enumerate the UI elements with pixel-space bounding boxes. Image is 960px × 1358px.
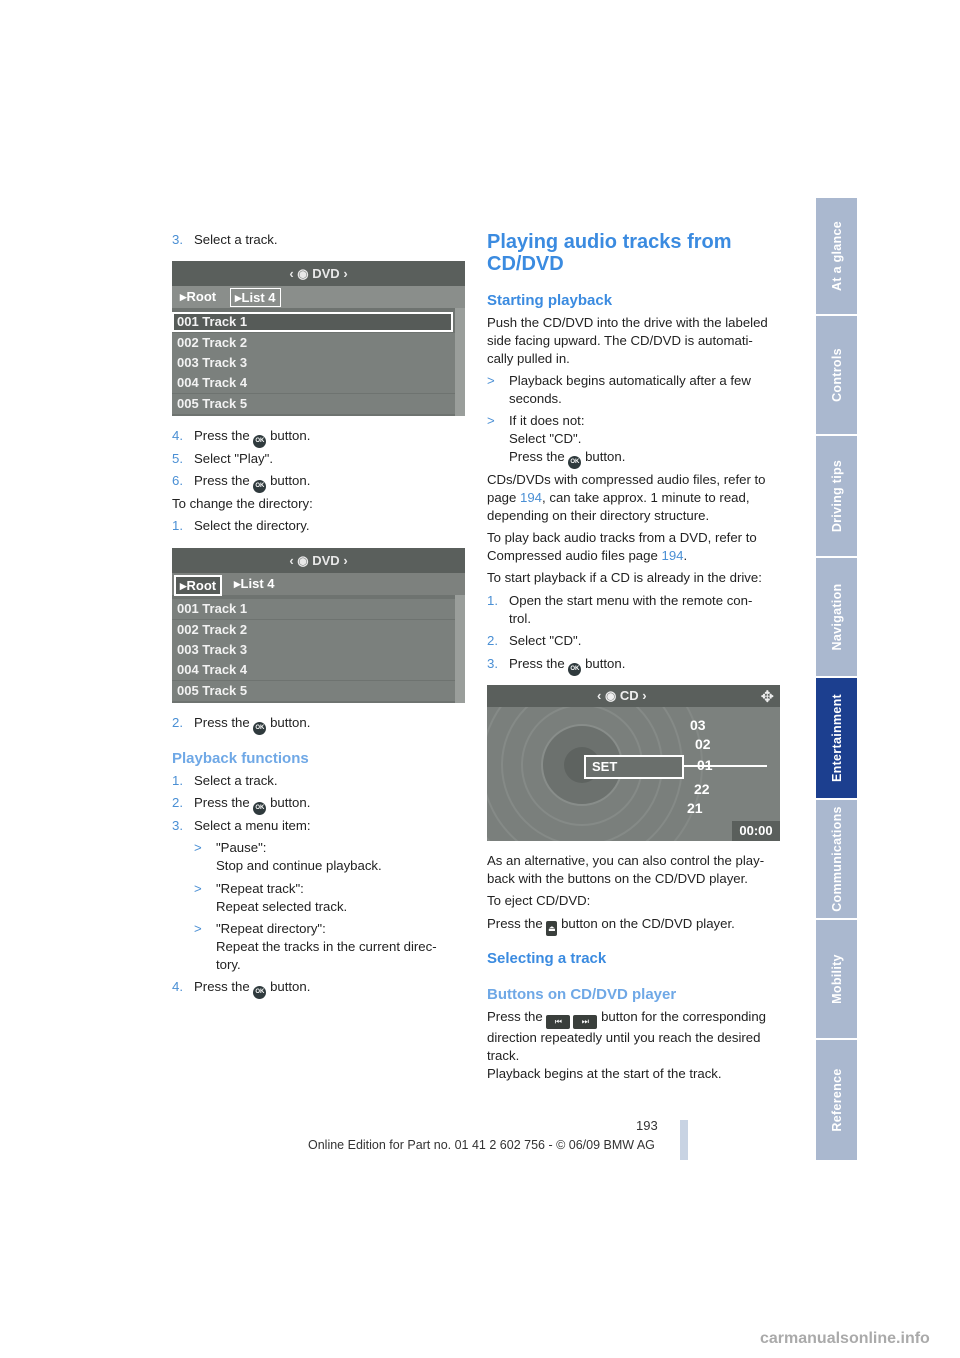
list-chip[interactable]: ▸List 4	[230, 288, 281, 307]
directory-bar	[172, 573, 465, 595]
step-6: 6. Press the OK button.	[172, 472, 310, 493]
ok-button-icon: OK	[253, 722, 266, 735]
ok-button-icon: OK	[568, 663, 581, 676]
paragraph-dvd-audio: To play back audio tracks from a DVD, refer to Compressed audio files page 194.	[487, 530, 757, 563]
paragraph-alternative: As an alternative, you can also control the play- back with the buttons on the CD/DVD player.	[487, 853, 765, 886]
buttons-heading: Buttons on CD/DVD player	[487, 986, 677, 1003]
cd-step-2: 2. Select "CD".	[487, 633, 582, 648]
dvd-screen-track-select	[172, 261, 465, 416]
menu-item-pause: > "Pause": Stop and continue playback.	[194, 840, 382, 873]
tab-controls[interactable]: Controls	[816, 316, 857, 436]
step-3: 3. Select a track.	[172, 232, 278, 247]
list-chip[interactable]: ▸List 4	[234, 576, 275, 591]
watermark: carmanualsonline.info	[760, 1330, 930, 1347]
page-link[interactable]: 194	[520, 490, 543, 505]
root-chip[interactable]: ▸Root	[174, 575, 222, 596]
bullet-icon: >	[194, 840, 202, 855]
scroll-arc	[455, 595, 465, 703]
tab-at-a-glance[interactable]: At a glance	[816, 198, 857, 316]
dir-step-2: 2. Press the OK button.	[172, 714, 310, 735]
bullet-icon: >	[194, 921, 202, 936]
track-row[interactable]: 002 Track 2	[172, 333, 465, 353]
selecting-track-heading: Selecting a track	[487, 950, 607, 967]
track-row[interactable]: 005 Track 5	[172, 394, 465, 414]
page-link[interactable]: 194	[661, 548, 684, 563]
page-marker	[680, 1120, 688, 1160]
ok-button-icon: OK	[253, 986, 266, 999]
track-row[interactable]: 004 Track 4	[172, 373, 465, 393]
track-number[interactable]: 22	[694, 781, 710, 797]
tab-reference[interactable]: Reference	[816, 1040, 857, 1162]
ok-button-icon: OK	[253, 802, 266, 815]
track-row[interactable]: 002 Track 2	[172, 620, 465, 640]
navigation-arrows-icon: ✥	[760, 689, 774, 706]
paragraph-cd-in-drive: To start playback if a CD is already in the drive:	[487, 570, 762, 585]
play-step-2: 2. Press the OK button.	[172, 794, 310, 815]
track-number[interactable]: 02	[695, 736, 711, 752]
eject-label: To eject CD/DVD:	[487, 893, 591, 908]
next-track-icon: ⏭	[573, 1015, 597, 1029]
ok-button-icon: OK	[253, 435, 266, 448]
track-row[interactable]: 003 Track 3	[172, 353, 465, 373]
eject-instruction: Press the ⏏ button on the CD/DVD player.	[487, 915, 735, 936]
track-row[interactable]: 001 Track 1	[172, 599, 465, 619]
cd-step-3: 3. Press the OK button.	[487, 655, 625, 676]
screen-title: ‹ ◉ DVD ›	[172, 261, 465, 286]
play-step-1: 1. Select a track.	[172, 773, 278, 788]
root-chip[interactable]: ▸Root	[180, 289, 217, 304]
cd-step-1: 1. Open the start menu with the remote con- trol.	[487, 593, 753, 626]
track-number[interactable]: 01	[697, 757, 713, 773]
set-button[interactable]: SET	[584, 755, 684, 779]
cd-screen	[487, 685, 780, 841]
playback-functions-heading: Playback functions	[172, 750, 309, 767]
step-5: 5. Select "Play".	[172, 451, 273, 466]
tab-driving-tips[interactable]: Driving tips	[816, 436, 857, 558]
elapsed-time: 00:00	[732, 821, 780, 841]
track-row[interactable]: 004 Track 4	[172, 660, 465, 680]
scroll-arc	[455, 308, 465, 416]
track-row[interactable]: 003 Track 3	[172, 640, 465, 660]
cd-title: ‹ ◉ CD ›	[597, 688, 647, 703]
screen-title: ‹ ◉ DVD ›	[172, 548, 465, 573]
dvd-screen-directory-select	[172, 548, 465, 703]
paragraph-insert-disc: Push the CD/DVD into the drive with the labeled side facing upward. The CD/DVD is automati- cally pulled in.	[487, 315, 768, 366]
bullet-icon: >	[194, 881, 202, 896]
play-step-3: 3. Select a menu item:	[172, 818, 311, 833]
selection-line	[682, 765, 767, 767]
edition-footer: Online Edition for Part no. 01 41 2 602 756 - © 06/09 BMW AG	[308, 1138, 655, 1152]
track-number[interactable]: 21	[687, 800, 703, 816]
paragraph-compressed: CDs/DVDs with compressed audio files, refer to page 194, can take approx. 1 minute to read, depending on their directory structure.	[487, 472, 766, 523]
starting-playback-heading: Starting playback	[487, 292, 613, 309]
directory-bar	[172, 286, 465, 308]
change-directory-text: To change the directory:	[172, 496, 313, 511]
track-number[interactable]: 03	[690, 717, 706, 733]
bullet-if-not: > If it does not: Select "CD". Press the OK button.	[487, 412, 625, 469]
bullet-icon: >	[487, 373, 495, 388]
paragraph-track-buttons: Press the ⏮ ⏭ button for the corresponding direction repeatedly until you reach the desired track. Playback begins at the start of the track.	[487, 1009, 767, 1081]
tab-communications[interactable]: Communications	[816, 800, 857, 920]
dir-step-1: 1. Select the directory.	[172, 518, 310, 533]
previous-track-icon: ⏮	[546, 1015, 570, 1029]
menu-item-repeat-track: > "Repeat track": Repeat selected track.	[194, 881, 348, 914]
page-number: 193	[636, 1118, 658, 1133]
tab-mobility[interactable]: Mobility	[816, 920, 857, 1040]
section-heading: Playing audio tracks from CD/DVD	[487, 231, 732, 275]
track-row[interactable]: 001 Track 1	[172, 312, 453, 332]
menu-item-repeat-directory: > "Repeat directory": Repeat the tracks in the current direc- tory.	[194, 921, 437, 972]
ok-button-icon: OK	[568, 456, 581, 469]
eject-icon: ⏏	[546, 921, 557, 936]
bullet-auto-play: > Playback begins automatically after a few seconds.	[487, 373, 751, 406]
track-row[interactable]: 005 Track 5	[172, 681, 465, 701]
tab-entertainment[interactable]: Entertainment	[816, 678, 857, 800]
tab-navigation[interactable]: Navigation	[816, 558, 857, 678]
ok-button-icon: OK	[253, 480, 266, 493]
bullet-icon: >	[487, 413, 495, 428]
play-step-4: 4. Press the OK button.	[172, 978, 310, 999]
step-4: 4. Press the OK button.	[172, 427, 310, 448]
